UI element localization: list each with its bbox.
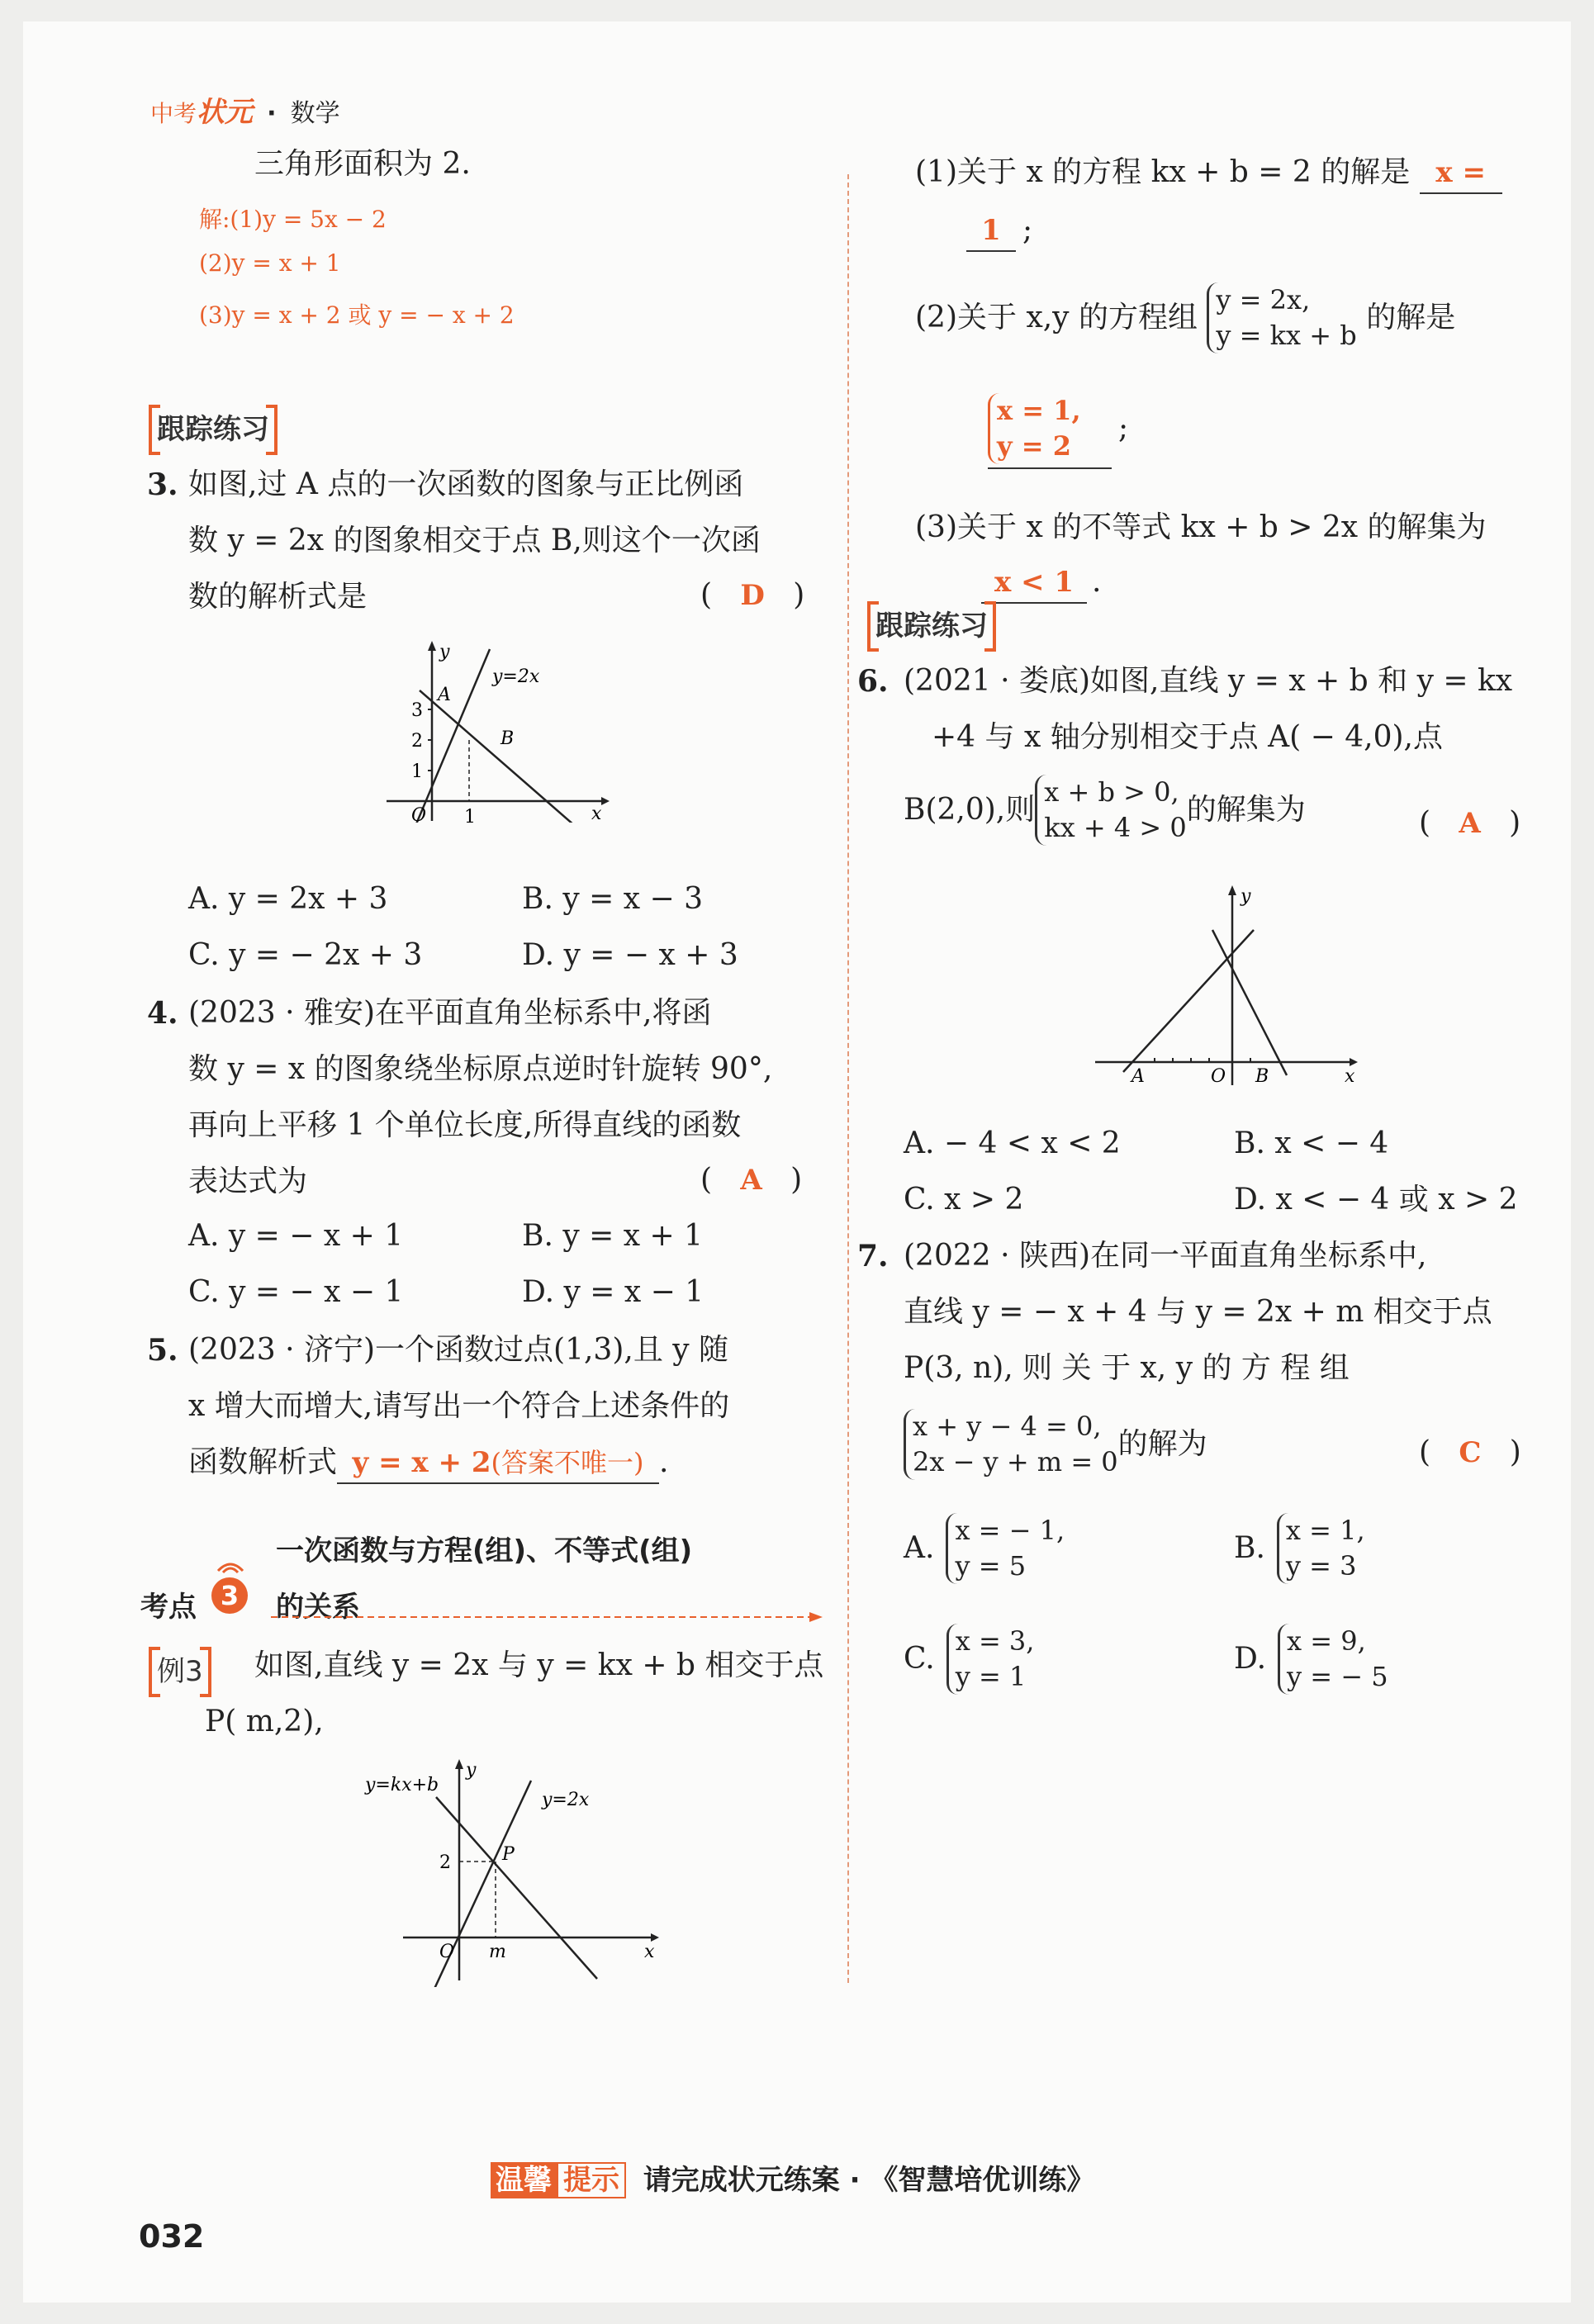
q3-point-a: A (438, 685, 451, 705)
q5-line-3-text: 函数解析式 (188, 1445, 338, 1479)
q7-option-a-2: y = 5 (955, 1550, 1027, 1582)
ex3-x-label: x (644, 1942, 655, 1962)
q6-x-arrow (1350, 1058, 1358, 1066)
kaodian-label (140, 1584, 197, 1624)
ex3-x-arrow (651, 1933, 659, 1942)
sub2-blank (988, 393, 1112, 469)
q7-option-d[interactable] (1234, 1624, 1388, 1695)
q6-option-d[interactable]: D. x < − 4 或 x > 2 (1234, 1183, 1518, 1217)
q3-tick-label-x1: 1 (464, 807, 476, 823)
ex3-label-kxb: y=kx+b (365, 1775, 439, 1795)
q7-answer-bracket: ( C ) (1419, 1435, 1521, 1469)
footer-tag-1: 温馨 (491, 2162, 557, 2198)
q6-answer-bracket: ( A ) (1419, 806, 1521, 840)
q4-answer-bracket: ( A ) (700, 1163, 803, 1197)
q6-system-2: kx + 4 > 0 (1044, 812, 1187, 844)
sub2-line (915, 282, 1455, 353)
sub2-end: ; (1118, 410, 1129, 445)
column-divider (847, 174, 849, 1983)
q7-line-2: 直线 y = − x + 4 与 y = 2x + m 相交于点 (904, 1295, 1492, 1329)
q4-option-b[interactable]: B. y = x + 1 (522, 1219, 703, 1253)
q3-tick-label-3: 3 (411, 700, 423, 721)
sub1-line (915, 154, 1502, 194)
q5-answer-blank (337, 1444, 659, 1484)
q7-option-b-2: y = 3 (1285, 1550, 1357, 1582)
ex3-origin: O (439, 1942, 455, 1962)
q5-end-dot: . (659, 1445, 669, 1479)
prev-solution-1: 解:(1)y = 5x − 2 (199, 206, 387, 233)
q7-option-b-label: B. (1234, 1530, 1265, 1565)
q6-graph (1089, 880, 1369, 1095)
q6-y-label: y (1241, 886, 1251, 907)
q6-point-a: A (1131, 1066, 1145, 1087)
q3-x-label: x (591, 804, 602, 823)
sub2-text-a: (2)关于 x,y 的方程组 (915, 300, 1198, 334)
q7-option-d-2: y = − 5 (1287, 1661, 1388, 1693)
sub1-answer-a: x = (1435, 156, 1486, 189)
q5-answer-expr: y = x + 2 (352, 1446, 491, 1479)
q7-option-a-1: x = − 1, (955, 1515, 1065, 1546)
q7-option-b-system (1277, 1513, 1365, 1584)
q4-line-3: 再向上平移 1 个单位长度,所得直线的函数 (188, 1108, 742, 1142)
q7-option-c-system (946, 1624, 1035, 1695)
sub2-answer-1: x = 1, (997, 395, 1081, 426)
q7-system (904, 1409, 1118, 1480)
kaodian-title-2: 的关系 (276, 1591, 360, 1624)
q3-option-d[interactable]: D. y = − x + 3 (522, 938, 738, 972)
sub3-answer: x < 1 (994, 566, 1075, 599)
ex3-tick-m: m (489, 1942, 506, 1962)
sub2-system-2: y = kx + b (1216, 320, 1357, 352)
q7-line-1: (2022 · 陕西)在同一平面直角坐标系中, (904, 1239, 1427, 1273)
q4-option-c[interactable]: C. y = − x − 1 (188, 1275, 404, 1309)
q3-x-arrow (601, 797, 610, 805)
sub1-blank-2 (966, 211, 1016, 252)
q7-number: 7. (857, 1239, 889, 1273)
q3-answer: D (740, 579, 765, 612)
q4-line-4: 表达式为 (188, 1164, 308, 1198)
subject-title: 数学 (290, 99, 340, 128)
sub2-system (1207, 282, 1356, 353)
q3-point-b: B (500, 728, 515, 749)
q3-origin: O (411, 805, 427, 823)
q6-number: 6. (857, 664, 889, 699)
q6-x-label: x (1345, 1066, 1355, 1087)
q3-graph (387, 641, 618, 823)
q6-line-3-b: 的解集为 (1186, 792, 1306, 827)
q7-option-c[interactable] (904, 1624, 1034, 1695)
sub3-end: . (1092, 565, 1102, 599)
q6-y-arrow (1228, 885, 1236, 895)
page (23, 21, 1571, 2303)
q4-line-1: (2023 · 雅安)在平面直角坐标系中,将函 (188, 996, 712, 1030)
sub1-line-2 (966, 211, 1032, 252)
q3-answer-bracket: ( D ) (700, 578, 805, 612)
q7-option-b[interactable] (1234, 1513, 1365, 1584)
q5-line-2: x 增大而增大,请写出一个符合上述条件的 (188, 1389, 730, 1423)
q6-line-kx4 (1212, 930, 1287, 1075)
sub1-answer-b: 1 (981, 214, 1001, 247)
q6-line-xb (1123, 930, 1254, 1072)
sub2-answer-system (988, 393, 1081, 464)
sub2-answer-2: y = 2 (997, 430, 1071, 462)
ex3-label-2x: y=2x (542, 1790, 590, 1810)
q4-answer: A (740, 1164, 762, 1197)
header (150, 89, 340, 130)
q3-number: 3. (147, 467, 178, 502)
kaodian-text: 考点 (140, 1591, 197, 1624)
q6-system (1035, 775, 1186, 846)
q6-point-b: B (1255, 1066, 1269, 1087)
q7-option-a-system (946, 1513, 1065, 1584)
footer-tag-2: 提示 (557, 2162, 626, 2198)
q7-answer: C (1459, 1436, 1482, 1469)
ex3-y-label: y (466, 1760, 477, 1781)
brand-prefix: 中考 (150, 100, 197, 127)
q6-line-3-a: B(2,0),则 (904, 792, 1036, 827)
q3-tick-label-2: 2 (411, 731, 423, 752)
kaodian-title-1: 一次函数与方程(组)、不等式(组) (276, 1534, 693, 1568)
prev-text: 三角形面积为 2. (254, 147, 471, 181)
q3-line-y2x (411, 649, 490, 823)
q5-number: 5. (147, 1333, 178, 1368)
q5-answer-note: (答案不唯一) (491, 1447, 644, 1478)
practice-badge-right: 跟踪练习 (867, 601, 996, 645)
example3-graph (353, 1756, 667, 1987)
sub1-text: (1)关于 x 的方程 kx + b = 2 的解是 (915, 155, 1411, 189)
page-number: 032 (139, 2218, 205, 2255)
q3-line-3: 数的解析式是 (188, 580, 368, 614)
sub1-blank-1 (1420, 154, 1502, 194)
ex3-point-p: P (502, 1844, 515, 1865)
q3-y-arrow (428, 641, 436, 651)
q4-line-2: 数 y = x 的图象绕坐标原点逆时针旋转 90°, (188, 1052, 773, 1086)
sub3-line: (3)关于 x 的不等式 kx + b > 2x 的解集为 (915, 510, 1487, 544)
q7-system-2: 2x − y + m = 0 (913, 1446, 1118, 1478)
q5-line-3 (188, 1444, 668, 1484)
q7-option-d-1: x = 9, (1287, 1625, 1366, 1657)
q3-line-1: 如图,过 A 点的一次函数的图象与正比例函 (188, 467, 744, 501)
example3-badge: 例3 (149, 1647, 211, 1691)
q6-line-2: +4 与 x 轴分别相交于点 A( − 4,0),点 (932, 720, 1443, 754)
brand-name: 状元 (197, 96, 254, 129)
q7-option-d-label: D. (1234, 1641, 1267, 1676)
prev-solution-3: (3)y = x + 2 或 y = − x + 2 (199, 301, 515, 329)
ex3-y-arrow (455, 1759, 463, 1769)
q7-option-a-label: A. (904, 1530, 935, 1565)
q6-line-1: (2021 · 娄底)如图,直线 y = x + b 和 y = kx (904, 664, 1513, 698)
example3-line-1: 如图,直线 y = 2x 与 y = kx + b 相交于点 (254, 1648, 824, 1682)
q7-system-1: x + y − 4 = 0, (913, 1411, 1102, 1442)
practice-badge-left: 跟踪练习 (149, 405, 278, 448)
q5-line-1: (2023 · 济宁)一个函数过点(1,3),且 y 随 (188, 1333, 729, 1367)
q3-tick-label-1: 1 (411, 761, 423, 782)
q4-option-d[interactable]: D. y = x − 1 (522, 1275, 704, 1309)
q7-option-d-system (1278, 1624, 1388, 1695)
q7-line-3: P(3, n), 则 关 于 x, y 的 方 程 组 (904, 1351, 1350, 1385)
q6-origin: O (1211, 1066, 1226, 1087)
q7-option-c-label: C. (904, 1641, 935, 1676)
q6-line-3 (904, 775, 1306, 846)
kaodian-number-circle (211, 1577, 248, 1614)
footer-text: 请完成状元练案 · 《智慧培优训练》 (643, 2164, 1095, 2197)
q7-option-b-1: x = 1, (1285, 1515, 1365, 1546)
q4-number: 4. (147, 996, 178, 1031)
q3-line-label: y=2x (492, 666, 540, 687)
ex3-tick-2: 2 (439, 1852, 451, 1873)
q7-option-c-2: y = 1 (955, 1661, 1027, 1693)
q3-option-a[interactable]: A. y = 2x + 3 (188, 882, 388, 916)
q4-option-a[interactable]: A. y = − x + 1 (188, 1219, 404, 1253)
sub3-blank (981, 563, 1087, 604)
q3-line-2: 数 y = 2x 的图象相交于点 B,则这个一次函 (188, 524, 761, 557)
footer-tip (491, 2157, 1094, 2198)
q6-system-1: x + b > 0, (1044, 776, 1179, 808)
header-dot: · (267, 99, 277, 128)
sub2-system-1: y = 2x, (1216, 284, 1311, 315)
sub3-answer-line (981, 563, 1101, 604)
kaodian-signal-icon (210, 1551, 251, 1574)
sub2-answer-line (988, 393, 1128, 469)
kaodian-arrow-line (271, 1609, 824, 1625)
q3-y-label: y (439, 642, 450, 662)
q3-option-c[interactable]: C. y = − 2x + 3 (188, 938, 423, 972)
prev-solution-2: (2)y = x + 1 (199, 249, 341, 277)
q7-tail: 的解为 (1117, 1426, 1207, 1461)
q7-line-4 (904, 1409, 1207, 1480)
q6-option-c[interactable]: C. x > 2 (904, 1183, 1024, 1217)
q7-option-a[interactable] (904, 1513, 1065, 1584)
q6-option-b[interactable]: B. x < − 4 (1234, 1126, 1389, 1160)
q7-option-c-1: x = 3, (955, 1625, 1035, 1657)
example3-line-2: P( m,2), (205, 1705, 324, 1738)
sub1-end: ; (1022, 213, 1033, 247)
q6-answer: A (1459, 807, 1481, 840)
q3-option-b[interactable]: B. y = x − 3 (522, 882, 703, 916)
q6-option-a[interactable]: A. − 4 < x < 2 (904, 1126, 1121, 1160)
sub2-text-b: 的解是 (1366, 300, 1456, 334)
kaodian-number: 3 (220, 1580, 240, 1611)
